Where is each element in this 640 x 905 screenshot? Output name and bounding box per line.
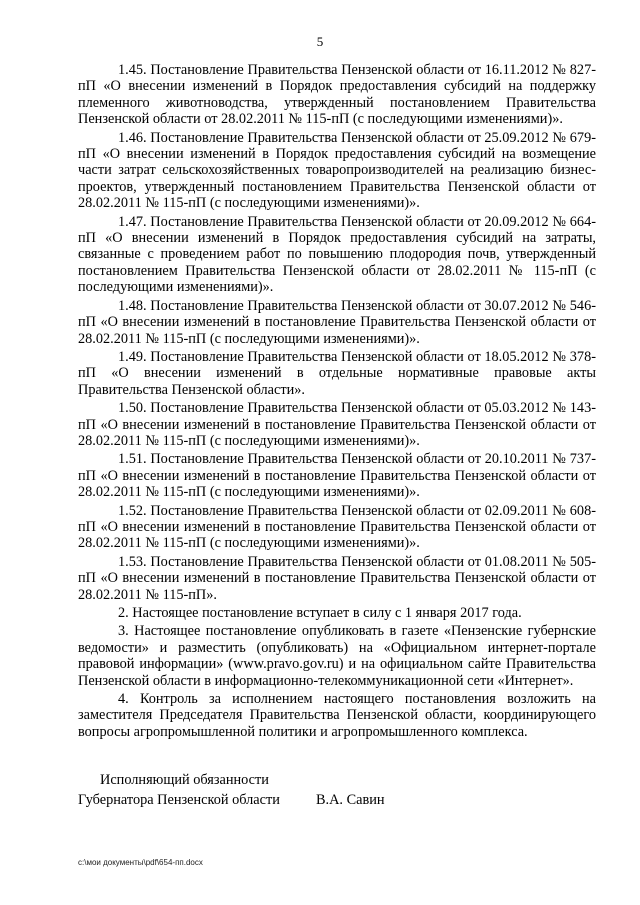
paragraph-1-53: 1.53. Постановление Правительства Пензенской области от 01.08.2011 № 505-пП «О внесении изменений в постановление Правительства Пензенской области от 28.02.2011 № 115-пП». xyxy=(78,553,596,603)
signature-row xyxy=(78,790,596,810)
paragraph-2: 2. Настоящее постановление вступает в силу с 1 января 2017 года. xyxy=(118,605,522,621)
paragraph-1-48: 1.48. Постановление Правительства Пензенской области от 30.07.2012 № 546-пП «О внесении изменений в постановление Правительства Пензенской области от 28.02.2011 № 115-пП (с последующими изменениями)». xyxy=(78,297,596,347)
paragraph-1-52: 1.52. Постановление Правительства Пензенской области от 02.09.2011 № 608-пП «О внесении изменений в постановление Правительства Пензенской области от 28.02.2011 № 115-пП (с последующими изменениями)». xyxy=(78,502,596,552)
paragraph-3: 3. Настоящее постановление опубликовать в газете «Пензенские губернские ведомости» и разместить (опубликовать) на «Официальном интернет-портале правовой информации» (www.pravo.gov.ru) и на официальном сайте Правительства Пензенской области в информационно-телекоммуникационной сети «Интернет». xyxy=(78,623,596,689)
paragraph-1-49: 1.49. Постановление Правительства Пензенской области от 18.05.2012 № 378-пП «О внесении изменений в отдельные нормативные правовые акты Правительства Пензенской области». xyxy=(78,348,596,398)
paragraph-1-51: 1.51. Постановление Правительства Пензенской области от 20.10.2011 № 737-пП «О внесении изменений в постановление Правительства Пензенской области от 28.02.2011 № 115-пП (с последующими изменениями)». xyxy=(78,451,596,501)
paragraph-1-45: 1.45. Постановление Правительства Пензенской области от 16.11.2012 № 827-пП «О внесении изменений в Порядок предоставления субсидий на поддержку племенного животноводства, утвержденный постановлением Правительства Пензенской области от 28.02.2011 № 115-пП (с последующими изменениями)». xyxy=(78,62,596,128)
signature-block xyxy=(78,770,596,810)
paragraph-1-50: 1.50. Постановление Правительства Пензенской области от 05.03.2012 № 143-пП «О внесении изменений в постановление Правительства Пензенской области от 28.02.2011 № 115-пП (с последующими изменениями)». xyxy=(78,400,596,449)
paragraph-4: 4. Контроль за исполнением настоящего постановления возложить на заместителя Председателя Правительства Пензенской области, координирующего вопросы агропромышленной политики и агропромышленного комплекса. xyxy=(78,691,596,740)
signature-role: Губернатора Пензенской области xyxy=(78,792,280,808)
page-number: 5 xyxy=(316,34,324,49)
footer-file-path: c:\мои документы\pdf\654-пп.docx xyxy=(78,858,203,867)
signature-acting-title: Исполняющий обязанности xyxy=(100,772,269,788)
paragraph-1-46: 1.46. Постановление Правительства Пензенской области от 25.09.2012 № 679-пП «О внесении изменений в Порядок предоставления субсидий на возмещение части затрат сельскохозяйственных товаропроизводителей на реализацию бизнес-проектов, утвержденный постановлением Правительства Пензенской области от 28.02.2011 № 115-пП (с последующими изменениями)». xyxy=(78,129,596,212)
document-body xyxy=(78,62,596,742)
signature-name: В.А. Савин xyxy=(316,792,385,808)
paragraph-1-47: 1.47. Постановление Правительства Пензенской области от 20.09.2012 № 664-пП «О внесении изменений в Порядок предоставления субсидий на затраты, связанные с проведением работ по повышению плодородия почв, утвержденный постановлением Правительства Пензенской области от 28.02.2011 № 115-пП (с последующими изменениями)». xyxy=(78,213,596,296)
